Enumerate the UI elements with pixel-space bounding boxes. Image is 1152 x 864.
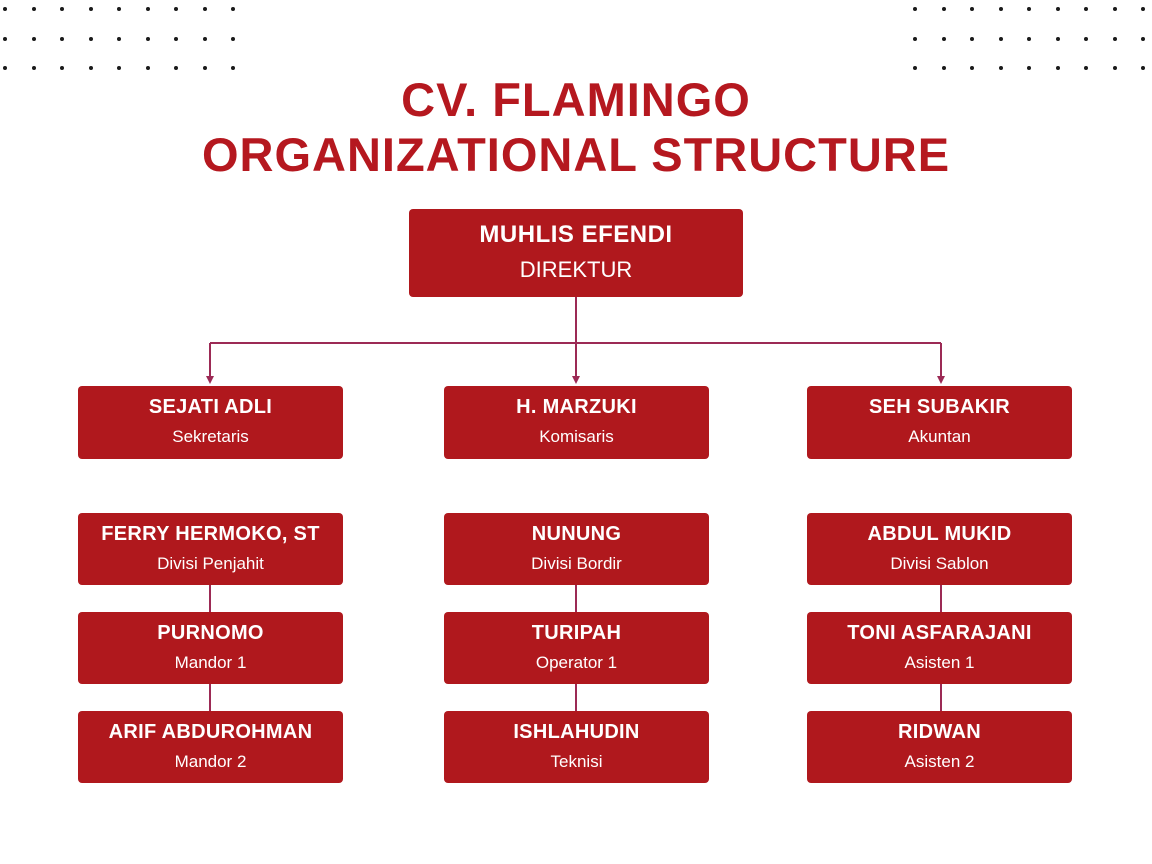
- node-role: Mandor 2: [174, 752, 247, 771]
- node-name: NUNUNG: [531, 523, 622, 545]
- node-name: FERRY HERMOKO, ST: [101, 523, 320, 545]
- org-node-komisaris: [444, 386, 709, 459]
- node-role: Divisi Penjahit: [157, 554, 264, 573]
- node-role: Divisi Bordir: [531, 554, 622, 573]
- node-role: Divisi Sablon: [890, 554, 989, 573]
- org-node-divisi-penjahit: [78, 513, 343, 585]
- node-name: PURNOMO: [157, 622, 264, 644]
- org-node-mandor-2: [78, 711, 343, 783]
- node-role: Teknisi: [550, 752, 603, 771]
- node-name: ARIF ABDUROHMAN: [108, 721, 313, 743]
- org-node-akuntan: [807, 386, 1072, 459]
- node-name: TURIPAH: [531, 622, 622, 644]
- node-name: RIDWAN: [898, 721, 981, 743]
- org-node-director: [409, 209, 743, 297]
- node-name: H. MARZUKI: [516, 396, 637, 418]
- page-title-company: CV. FLAMINGO: [401, 73, 751, 126]
- director-name: MUHLIS EFENDI: [479, 221, 673, 248]
- node-name: TONI ASFARAJANI: [847, 622, 1032, 644]
- director-role: DIREKTUR: [519, 257, 633, 282]
- node-name: SEH SUBAKIR: [868, 396, 1011, 418]
- org-node-teknisi: [444, 711, 709, 783]
- node-role: Komisaris: [539, 427, 614, 446]
- org-node-operator-1: [444, 612, 709, 684]
- node-role: Asisten 1: [904, 653, 975, 672]
- node-role: Mandor 1: [174, 653, 247, 672]
- org-node-asisten-2: [807, 711, 1072, 783]
- org-node-sekretaris: [78, 386, 343, 459]
- org-node-divisi-bordir: [444, 513, 709, 585]
- node-role: Operator 1: [535, 653, 618, 672]
- node-role: Sekretaris: [172, 427, 249, 446]
- node-role: Akuntan: [908, 427, 971, 446]
- node-name: ABDUL MUKID: [867, 523, 1012, 545]
- page-title-subtitle: ORGANIZATIONAL STRUCTURE: [201, 128, 951, 181]
- node-name: SEJATI ADLI: [148, 396, 273, 418]
- node-name: ISHLAHUDIN: [513, 721, 640, 743]
- org-node-asisten-1: [807, 612, 1072, 684]
- node-role: Asisten 2: [904, 752, 975, 771]
- org-node-mandor-1: [78, 612, 343, 684]
- org-node-divisi-sablon: [807, 513, 1072, 585]
